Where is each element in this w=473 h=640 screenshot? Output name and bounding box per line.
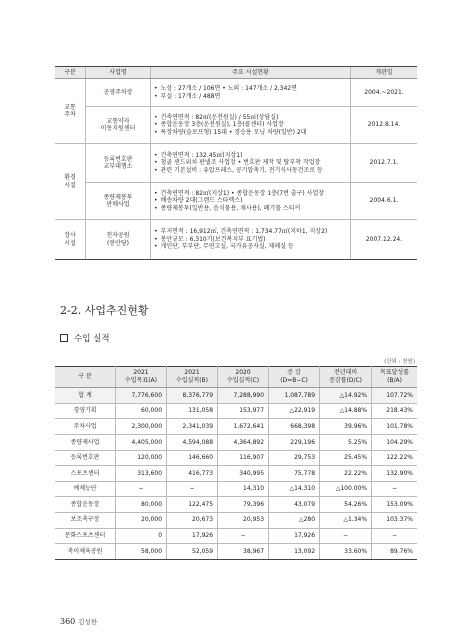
row-value: △14.88%: [320, 403, 372, 419]
facility-row: [55, 79, 417, 107]
table-row: [55, 528, 417, 544]
row-value: 29,753: [269, 450, 320, 466]
facility-row: [55, 220, 417, 260]
revenue-header-cell: 구 분: [55, 367, 116, 388]
row-value: −: [218, 528, 269, 544]
row-value: 1,672,641: [218, 419, 269, 435]
facility-status: [151, 183, 351, 220]
row-value: 17,926: [269, 528, 320, 544]
header-category: 구분: [55, 67, 86, 79]
author-name: 김성한: [78, 618, 98, 626]
row-label: 종량제사업: [55, 434, 116, 450]
row-label: 경영기획: [55, 403, 116, 419]
row-label: 축이체육공원: [55, 544, 116, 560]
row-value: 5.25%: [320, 434, 372, 450]
row-value: 107.72%: [372, 388, 417, 404]
facility-category: 교통 주차: [55, 79, 86, 144]
row-value: 2,341,039: [167, 419, 218, 435]
header-status: 주요 시설현황: [151, 67, 351, 79]
facility-category: 환경 시설: [55, 144, 86, 220]
table-row: [55, 544, 417, 560]
status-line: • 건축연면적 : 82㎡(지상1) • 종합운동장 1층(7번 출구) 사업장: [154, 190, 347, 198]
table-row: [55, 497, 417, 513]
row-label: 문화스포츠센터: [55, 528, 116, 544]
page-number: 360: [60, 617, 76, 626]
row-value: △1.34%: [320, 512, 372, 528]
row-value: 79,396: [218, 497, 269, 513]
row-value: −: [372, 481, 417, 497]
row-value: 7,776,600: [116, 388, 167, 404]
row-value: 52,059: [167, 544, 218, 560]
status-line: • 부지면적 : 16,912㎡, 건축연면적 : 1,734.77㎡(지하1, 지상2): [154, 228, 347, 236]
revenue-table: [55, 366, 417, 560]
facility-status: [151, 144, 351, 183]
table-row: [55, 403, 417, 419]
facility-row: [55, 183, 417, 220]
row-value: 75,778: [269, 466, 320, 482]
row-value: 120,000: [116, 450, 167, 466]
table-row: [55, 481, 417, 497]
table-row: [55, 450, 417, 466]
facility-status: [151, 107, 351, 144]
status-line: • 건축연면적 : 132.45㎡(지상1): [154, 152, 347, 160]
row-value: 116,907: [218, 450, 269, 466]
status-line: • 종량제봉투(일반용, 음식물용, 재사용), 폐기물 스티커: [154, 205, 347, 213]
status-line: • 철골 샌드위치 판넬조 사업장 • 번호판 제작 및 탈부착 작업장: [154, 159, 347, 167]
facility-status: [151, 220, 351, 260]
revenue-header-cell: 2020 수입실적(C): [218, 367, 269, 388]
row-value: 153,977: [218, 403, 269, 419]
status-line: • 관련 기본설비 : 유압프레스, 공기압축기, 전기식사동건조로 등: [154, 167, 347, 175]
facility-name: 교통약자 이동지원센터: [86, 107, 151, 144]
status-line: • 봉안규모 : 6,310기(보건복지부 표기법): [154, 236, 347, 244]
row-value: 104.29%: [372, 434, 417, 450]
row-value: 132.90%: [372, 466, 417, 482]
table-row: [55, 388, 417, 404]
row-value: 122.22%: [372, 450, 417, 466]
row-value: 33.60%: [320, 544, 372, 560]
row-value: 103.37%: [372, 512, 417, 528]
row-value: −: [167, 481, 218, 497]
table-row: [55, 466, 417, 482]
page-footer: [60, 617, 97, 626]
row-value: 54.26%: [320, 497, 372, 513]
row-label: 등록번호판: [55, 450, 116, 466]
row-value: 0: [116, 528, 167, 544]
section-title: 2-2. 사업추진현황: [60, 304, 149, 317]
revenue-header-cell: 목표달성률 (B/A): [372, 367, 417, 388]
facility-opening-date: 2012.8.14.: [351, 107, 418, 144]
table-row: [55, 434, 417, 450]
header-opening: 개관일: [351, 67, 418, 79]
row-value: 4,364,892: [218, 434, 269, 450]
revenue-header-cell: 2021 수입실적(B): [167, 367, 218, 388]
row-value: 89.76%: [372, 544, 417, 560]
row-value: 38,967: [218, 544, 269, 560]
row-label: 합 계: [55, 388, 116, 404]
facility-name: 종량제봉투 판매사업: [86, 183, 151, 220]
row-value: △22,919: [269, 403, 320, 419]
row-value: 7,288,990: [218, 388, 269, 404]
row-value: △100.00%: [320, 481, 372, 497]
revenue-header-row: [55, 367, 417, 388]
row-value: 1,087,789: [269, 388, 320, 404]
row-value: −: [116, 481, 167, 497]
row-value: 153.09%: [372, 497, 417, 513]
row-value: 25.45%: [320, 450, 372, 466]
row-label: 종합운동장: [55, 497, 116, 513]
sub-title-text: 수입 실적: [74, 334, 110, 344]
facility-name: 천자공원 (봉안당): [86, 220, 151, 260]
row-value: 416,773: [167, 466, 218, 482]
row-value: 14,310: [218, 481, 269, 497]
row-value: 43,079: [269, 497, 320, 513]
revenue-header-cell: 2021 수입목표(A): [116, 367, 167, 388]
facility-category: 장사 시설: [55, 220, 86, 260]
facility-opening-date: 2004.~2021.: [351, 79, 418, 107]
row-value: 668,398: [269, 419, 320, 435]
row-value: 229,196: [269, 434, 320, 450]
row-value: −: [320, 528, 372, 544]
row-label: 스포츠센터: [55, 466, 116, 482]
facility-row: [55, 107, 417, 144]
facility-opening-date: 2012.7.1.: [351, 144, 418, 183]
table-row: [55, 512, 417, 528]
row-value: 313,600: [116, 466, 167, 482]
row-value: 101.78%: [372, 419, 417, 435]
facilities-header-row: [55, 67, 417, 79]
row-value: △280: [269, 512, 320, 528]
facility-opening-date: 2007.12.24.: [351, 220, 418, 260]
status-line: • 부설 : 17개소 / 488면: [154, 93, 347, 101]
status-line: • 종합운동장 3층(운전원실), 1층(콜센터) 사업장: [154, 121, 347, 129]
revenue-header-cell: 증 감 (D=B−C): [269, 367, 320, 388]
unit-label: (단위 : 천원): [384, 359, 415, 365]
status-line: • 특장차량(슬로프형) 15대 • 경승용 모닝 차량(일반) 2대: [154, 129, 347, 137]
header-project: 사업명: [86, 67, 151, 79]
status-line: • 배송차량 2대(그랜드 스타렉스): [154, 197, 347, 205]
status-line: • 노상 : 27개소 / 106면 • 노외 : 147개소 / 2,342면: [154, 85, 347, 93]
row-value: 4,594,088: [167, 434, 218, 450]
row-value: 39.96%: [320, 419, 372, 435]
status-line: • 건축연면적 : 82㎡(운전원실) / 55㎡(상담실): [154, 114, 347, 122]
row-value: −: [372, 528, 417, 544]
row-label: 보조축구장: [55, 512, 116, 528]
row-value: 60,000: [116, 403, 167, 419]
facility-opening-date: 2004.6.1.: [351, 183, 418, 220]
row-value: 13,092: [269, 544, 320, 560]
row-value: △14,310: [269, 481, 320, 497]
facility-row: [55, 144, 417, 183]
row-value: 8,376,779: [167, 388, 218, 404]
row-label: 예체능단: [55, 481, 116, 497]
row-value: 218.43%: [372, 403, 417, 419]
checkbox-square-icon: [60, 334, 68, 342]
row-value: 20,673: [167, 512, 218, 528]
sub-title: [60, 332, 110, 344]
row-value: 17,926: [167, 528, 218, 544]
row-value: 20,953: [218, 512, 269, 528]
table-row: [55, 419, 417, 435]
facilities-table: [55, 67, 417, 260]
row-value: 340,995: [218, 466, 269, 482]
row-value: 4,405,000: [116, 434, 167, 450]
row-value: 2,300,000: [116, 419, 167, 435]
facility-name: 공영주차장: [86, 79, 151, 107]
row-value: 58,000: [116, 544, 167, 560]
row-value: 122,475: [167, 497, 218, 513]
status-line: • 개인단, 부부단, 무연고실, 국가유공자실, 제례실 등: [154, 243, 347, 251]
row-value: △14.92%: [320, 388, 372, 404]
row-value: 146,660: [167, 450, 218, 466]
revenue-header-cell: 전년대비 증감률(D/C): [320, 367, 372, 388]
row-label: 주차사업: [55, 419, 116, 435]
row-value: 22.22%: [320, 466, 372, 482]
row-value: 20,000: [116, 512, 167, 528]
facility-status: [151, 79, 351, 107]
facility-name: 등록번호판 교부대행소: [86, 144, 151, 183]
row-value: 80,000: [116, 497, 167, 513]
row-value: 131,058: [167, 403, 218, 419]
